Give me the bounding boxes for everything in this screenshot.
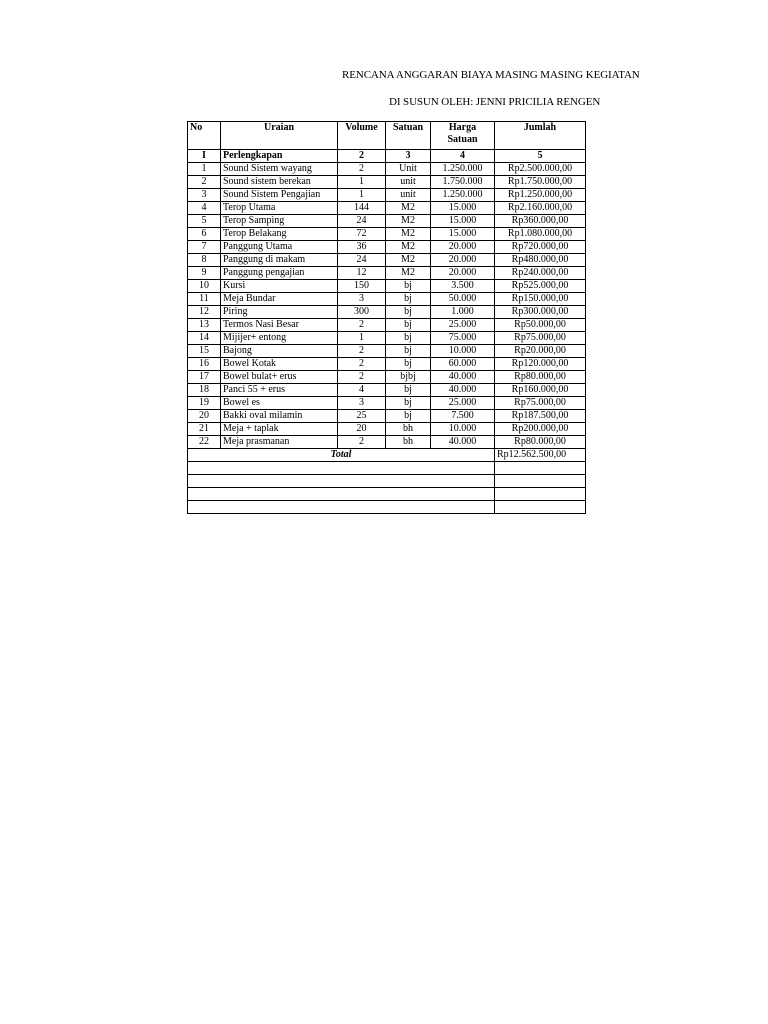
- cell-no: 13: [188, 319, 221, 332]
- cell-jumlah: Rp187.500,00: [495, 410, 586, 423]
- cell-volume: 300: [338, 306, 386, 319]
- table-row: [188, 332, 586, 345]
- cell-no: 10: [188, 280, 221, 293]
- cell-satuan: bj: [386, 306, 431, 319]
- table-row: [188, 397, 586, 410]
- cell-no: 1: [188, 163, 221, 176]
- cell-jumlah: Rp1.250.000,00: [495, 189, 586, 202]
- cell-volume: 36: [338, 241, 386, 254]
- cell-jumlah: Rp75.000,00: [495, 397, 586, 410]
- cell-harga: 15.000: [431, 228, 495, 241]
- cell-jumlah: Rp80.000,00: [495, 371, 586, 384]
- table-row: [188, 189, 586, 202]
- cell-harga: 1.250.000: [431, 189, 495, 202]
- blank-row: [188, 462, 586, 475]
- cell-no: 2: [188, 176, 221, 189]
- total-value: Rp12.562.500,00: [495, 449, 586, 462]
- header-no: No: [188, 122, 221, 150]
- cell-jumlah: Rp720.000,00: [495, 241, 586, 254]
- cell-satuan: M2: [386, 254, 431, 267]
- cell-jumlah: Rp20.000,00: [495, 345, 586, 358]
- document-author-line: DI SUSUN OLEH: JENNI PRICILIA RENGEN: [389, 96, 601, 108]
- cell-uraian: Terop Belakang: [221, 228, 338, 241]
- cell-no: 16: [188, 358, 221, 371]
- blank-cell: [495, 501, 586, 514]
- cell-satuan: M2: [386, 228, 431, 241]
- cell-uraian: Bajong: [221, 345, 338, 358]
- table-row: [188, 410, 586, 423]
- cell-uraian: Sound sistem berekan: [221, 176, 338, 189]
- cell-uraian: Bowel bulat+ erus: [221, 371, 338, 384]
- header-uraian: Uraian: [221, 122, 338, 150]
- cell-no: 17: [188, 371, 221, 384]
- cell-harga: 10.000: [431, 423, 495, 436]
- cell-harga: 15.000: [431, 202, 495, 215]
- cell-harga: 40.000: [431, 371, 495, 384]
- cell-jumlah: Rp360.000,00: [495, 215, 586, 228]
- total-label: Total: [188, 449, 495, 462]
- blank-cell: [495, 488, 586, 501]
- table-row: [188, 176, 586, 189]
- table-row: [188, 254, 586, 267]
- cell-satuan: M2: [386, 241, 431, 254]
- table-row: [188, 371, 586, 384]
- cell-uraian: Panggung di makam: [221, 254, 338, 267]
- cell-harga: 1.000: [431, 306, 495, 319]
- cell-jumlah: Rp2.500.000,00: [495, 163, 586, 176]
- cell-harga: 7.500: [431, 410, 495, 423]
- blank-cell: [188, 488, 495, 501]
- cell-harga: 1.250.000: [431, 163, 495, 176]
- cell-satuan: bj: [386, 293, 431, 306]
- cell-volume: 1: [338, 176, 386, 189]
- cell-uraian: Meja Bundar: [221, 293, 338, 306]
- cell-jumlah: Rp525.000,00: [495, 280, 586, 293]
- cell-no: 21: [188, 423, 221, 436]
- cell-uraian: Kursi: [221, 280, 338, 293]
- cell-no: 12: [188, 306, 221, 319]
- cell-uraian: Meja prasmanan: [221, 436, 338, 449]
- cell-volume: 1: [338, 189, 386, 202]
- cell-uraian: Bakki oval milamin: [221, 410, 338, 423]
- cell-harga: 60.000: [431, 358, 495, 371]
- cell-harga: 20.000: [431, 241, 495, 254]
- cell-uraian: Bowel es: [221, 397, 338, 410]
- table-row: [188, 345, 586, 358]
- blank-row: [188, 488, 586, 501]
- cell-volume: 2: [338, 358, 386, 371]
- table-row: [188, 384, 586, 397]
- column-number-row: [188, 150, 586, 163]
- cell-volume: 24: [338, 215, 386, 228]
- cell-volume: 25: [338, 410, 386, 423]
- table-row: [188, 228, 586, 241]
- cell-satuan: M2: [386, 202, 431, 215]
- cell-satuan: bj: [386, 384, 431, 397]
- cell-volume: 3: [338, 397, 386, 410]
- cell-satuan: unit: [386, 176, 431, 189]
- cell-jumlah: Rp160.000,00: [495, 384, 586, 397]
- blank-row: [188, 475, 586, 488]
- table-row: [188, 163, 586, 176]
- table-row: [188, 267, 586, 280]
- cell-uraian: Panggung pengajian: [221, 267, 338, 280]
- blank-row: [188, 501, 586, 514]
- cell-satuan: bj: [386, 319, 431, 332]
- cell-harga: 1.750.000: [431, 176, 495, 189]
- cell-volume: 24: [338, 254, 386, 267]
- cell-harga: 40.000: [431, 384, 495, 397]
- cell-volume: 3: [338, 293, 386, 306]
- cell-uraian: Sound Sistem Pengajian: [221, 189, 338, 202]
- cell-harga: 10.000: [431, 345, 495, 358]
- cell-jumlah: Rp150.000,00: [495, 293, 586, 306]
- table-header-row: [188, 122, 586, 150]
- cell-satuan: bj: [386, 332, 431, 345]
- cell-satuan: bj: [386, 358, 431, 371]
- cell-volume: 2: [338, 436, 386, 449]
- budget-table: [187, 121, 586, 514]
- cell-satuan: M2: [386, 215, 431, 228]
- table-row: [188, 319, 586, 332]
- total-row: [188, 449, 586, 462]
- table-row: [188, 423, 586, 436]
- cell-no: 18: [188, 384, 221, 397]
- colnum-jumlah: 5: [495, 150, 586, 163]
- colnum-satuan: 3: [386, 150, 431, 163]
- blank-cell: [188, 475, 495, 488]
- cell-harga: 25.000: [431, 397, 495, 410]
- cell-satuan: bjbj: [386, 371, 431, 384]
- cell-volume: 12: [338, 267, 386, 280]
- table-row: [188, 241, 586, 254]
- table-row: [188, 306, 586, 319]
- cell-jumlah: Rp1.080.000,00: [495, 228, 586, 241]
- colnum-volume: 2: [338, 150, 386, 163]
- table-body: [188, 163, 586, 449]
- blank-cell: [495, 462, 586, 475]
- cell-satuan: Unit: [386, 163, 431, 176]
- cell-jumlah: Rp1.750.000,00: [495, 176, 586, 189]
- blank-cell: [495, 475, 586, 488]
- cell-no: 11: [188, 293, 221, 306]
- cell-uraian: Terop Utama: [221, 202, 338, 215]
- cell-no: 15: [188, 345, 221, 358]
- header-harga-satuan: Harga Satuan: [431, 122, 495, 150]
- table-row: [188, 358, 586, 371]
- cell-jumlah: Rp300.000,00: [495, 306, 586, 319]
- cell-harga: 50.000: [431, 293, 495, 306]
- cell-no: 14: [188, 332, 221, 345]
- cell-harga: 20.000: [431, 254, 495, 267]
- cell-uraian: Piring: [221, 306, 338, 319]
- cell-no: 20: [188, 410, 221, 423]
- cell-jumlah: Rp50.000,00: [495, 319, 586, 332]
- cell-volume: 1: [338, 332, 386, 345]
- cell-no: 7: [188, 241, 221, 254]
- cell-volume: 144: [338, 202, 386, 215]
- header-jumlah: Jumlah: [495, 122, 586, 150]
- cell-satuan: bj: [386, 345, 431, 358]
- cell-no: 19: [188, 397, 221, 410]
- blank-cell: [188, 462, 495, 475]
- cell-uraian: Meja + taplak: [221, 423, 338, 436]
- cell-uraian: Mijijer+ entong: [221, 332, 338, 345]
- table-row: [188, 280, 586, 293]
- cell-volume: 2: [338, 163, 386, 176]
- cell-harga: 3.500: [431, 280, 495, 293]
- cell-satuan: bj: [386, 397, 431, 410]
- cell-harga: 40.000: [431, 436, 495, 449]
- cell-jumlah: Rp480.000,00: [495, 254, 586, 267]
- table-row: [188, 202, 586, 215]
- cell-harga: 20.000: [431, 267, 495, 280]
- cell-jumlah: Rp80.000,00: [495, 436, 586, 449]
- cell-satuan: M2: [386, 267, 431, 280]
- cell-uraian: Terop Samping: [221, 215, 338, 228]
- cell-uraian: Panggung Utama: [221, 241, 338, 254]
- cell-volume: 2: [338, 319, 386, 332]
- cell-volume: 150: [338, 280, 386, 293]
- cell-uraian: Sound Sistem wayang: [221, 163, 338, 176]
- cell-jumlah: Rp2.160.000,00: [495, 202, 586, 215]
- cell-volume: 4: [338, 384, 386, 397]
- cell-volume: 20: [338, 423, 386, 436]
- cell-uraian: Bowel Kotak: [221, 358, 338, 371]
- cell-no: 22: [188, 436, 221, 449]
- cell-volume: 2: [338, 371, 386, 384]
- table-row: [188, 293, 586, 306]
- cell-jumlah: Rp200.000,00: [495, 423, 586, 436]
- colnum-harga: 4: [431, 150, 495, 163]
- cell-no: 8: [188, 254, 221, 267]
- cell-satuan: bh: [386, 436, 431, 449]
- document-title: RENCANA ANGGARAN BIAYA MASING MASING KEGIATAN: [342, 69, 640, 81]
- cell-no: 9: [188, 267, 221, 280]
- cell-no: 5: [188, 215, 221, 228]
- table-footer: [188, 449, 586, 514]
- cell-satuan: unit: [386, 189, 431, 202]
- blank-cell: [188, 501, 495, 514]
- cell-jumlah: Rp75.000,00: [495, 332, 586, 345]
- header-satuan: Satuan: [386, 122, 431, 150]
- cell-no: 6: [188, 228, 221, 241]
- cell-jumlah: Rp120.000,00: [495, 358, 586, 371]
- cell-satuan: bj: [386, 410, 431, 423]
- cell-harga: 25.000: [431, 319, 495, 332]
- cell-satuan: bj: [386, 280, 431, 293]
- cell-no: 3: [188, 189, 221, 202]
- table-row: [188, 436, 586, 449]
- header-volume: Volume: [338, 122, 386, 150]
- colnum-no: I: [188, 150, 221, 163]
- cell-volume: 2: [338, 345, 386, 358]
- cell-uraian: Panci 55 + erus: [221, 384, 338, 397]
- cell-jumlah: Rp240.000,00: [495, 267, 586, 280]
- cell-harga: 15.000: [431, 215, 495, 228]
- cell-volume: 72: [338, 228, 386, 241]
- cell-satuan: bh: [386, 423, 431, 436]
- table-row: [188, 215, 586, 228]
- cell-harga: 75.000: [431, 332, 495, 345]
- cell-uraian: Termos Nasi Besar: [221, 319, 338, 332]
- cell-no: 4: [188, 202, 221, 215]
- section-label: Perlengkapan: [221, 150, 338, 163]
